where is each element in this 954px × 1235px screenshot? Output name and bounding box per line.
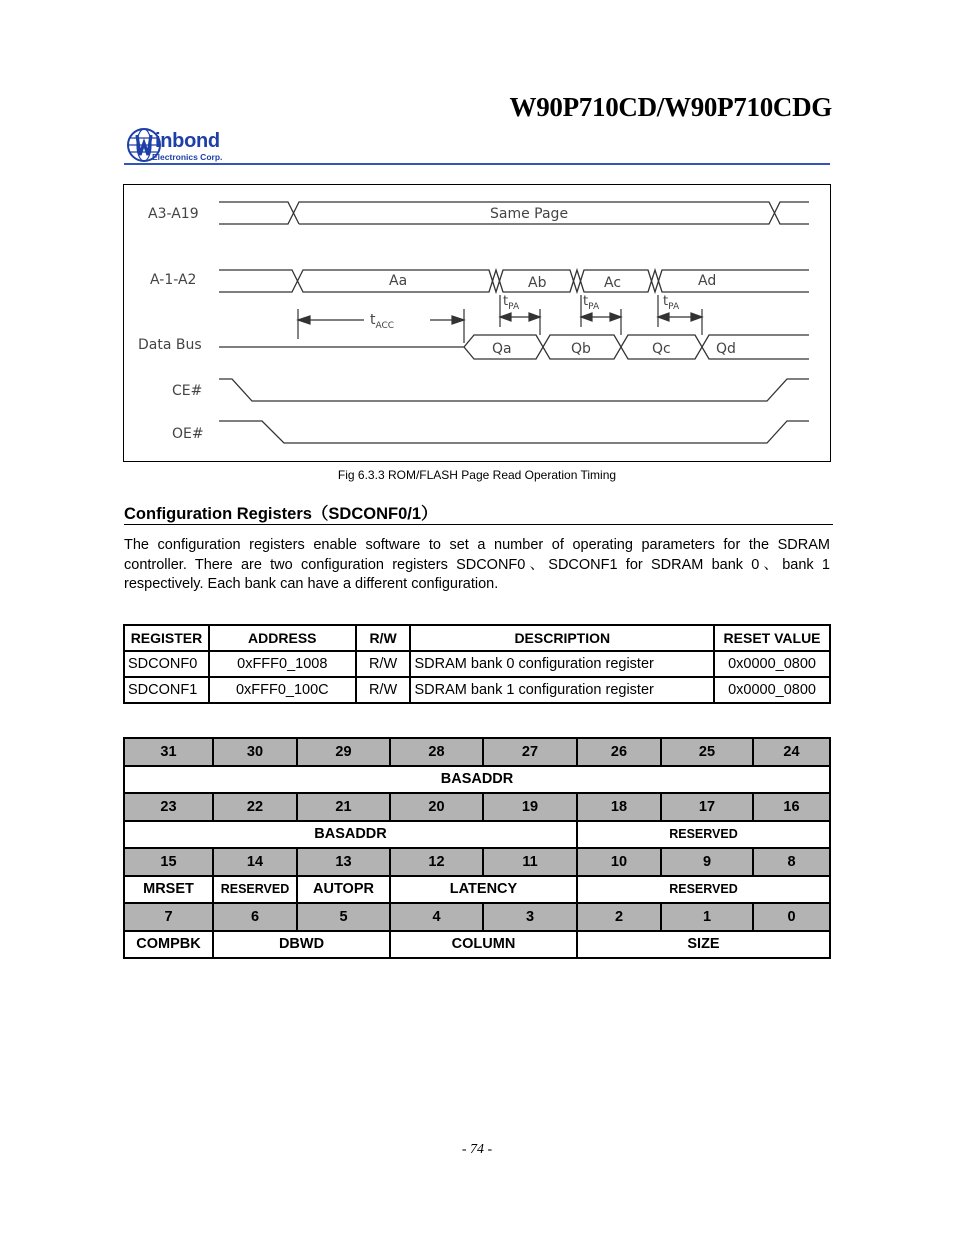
bit-number: 3 xyxy=(483,903,577,931)
field-reserved: RESERVED xyxy=(577,821,830,849)
bit-number: 24 xyxy=(753,738,830,766)
same-page-label: Same Page xyxy=(490,206,569,222)
timing-diagram-svg xyxy=(124,185,830,461)
data-label-qb: Qb xyxy=(571,341,591,357)
field-autopr: AUTOPR xyxy=(297,876,390,904)
bit-number: 16 xyxy=(753,793,830,821)
address-label-ad: Ad xyxy=(698,273,717,289)
field-latency: LATENCY xyxy=(390,876,577,904)
page-number: - 74 - xyxy=(461,1142,493,1157)
bit-number: 28 xyxy=(390,738,483,766)
register-name: SDCONF0 xyxy=(124,651,209,677)
bit-number: 11 xyxy=(483,848,577,876)
bit-number-row xyxy=(124,793,830,821)
bit-number: 25 xyxy=(661,738,753,766)
column-header: R/W xyxy=(356,625,411,651)
address-label-ac: Ac xyxy=(604,275,622,291)
register-description: SDRAM bank 1 configuration register xyxy=(410,677,714,703)
bit-number: 7 xyxy=(124,903,213,931)
field-basaddr: BASADDR xyxy=(124,821,577,849)
bit-number-row xyxy=(124,738,830,766)
oe-waveform xyxy=(219,421,809,443)
bit-number: 22 xyxy=(213,793,297,821)
bit-number: 31 xyxy=(124,738,213,766)
register-address: 0xFFF0_1008 xyxy=(209,651,356,677)
bit-number: 19 xyxy=(483,793,577,821)
section-title: Configuration Registers（SDCONF0/1） xyxy=(124,505,438,523)
bit-field-row xyxy=(124,821,830,849)
bit-number: 4 xyxy=(390,903,483,931)
bit-number: 14 xyxy=(213,848,297,876)
bit-number: 20 xyxy=(390,793,483,821)
bit-number: 30 xyxy=(213,738,297,766)
a1-a2-waveform xyxy=(219,270,809,292)
field-mrset: MRSET xyxy=(124,876,213,904)
column-header: RESET VALUE xyxy=(714,625,830,651)
signal-label-a1-a2: A-1-A2 xyxy=(150,272,197,288)
column-header: DESCRIPTION xyxy=(410,625,714,651)
bit-number: 2 xyxy=(577,903,661,931)
bit-field-row xyxy=(124,876,830,904)
field-column: COLUMN xyxy=(390,931,577,959)
header-rule xyxy=(124,163,830,165)
signal-label-a3-a19: A3-A19 xyxy=(148,206,199,222)
bit-number: 13 xyxy=(297,848,390,876)
bit-number: 27 xyxy=(483,738,577,766)
bit-number: 10 xyxy=(577,848,661,876)
bit-field-row xyxy=(124,931,830,959)
register-reset-value: 0x0000_0800 xyxy=(714,677,830,703)
bit-number: 17 xyxy=(661,793,753,821)
table-row xyxy=(124,651,830,677)
ce-waveform xyxy=(219,379,809,401)
bit-number: 5 xyxy=(297,903,390,931)
signal-label-data-bus: Data Bus xyxy=(138,337,202,353)
table-row xyxy=(124,677,830,703)
bit-number: 0 xyxy=(753,903,830,931)
tpa-label-2: $t_{PA}$ xyxy=(583,294,600,312)
bit-field-row xyxy=(124,766,830,794)
register-rw: R/W xyxy=(356,677,411,703)
tacc-label: $t_{ACC}$ xyxy=(370,312,395,331)
register-table-header xyxy=(124,625,830,651)
bit-number: 26 xyxy=(577,738,661,766)
bit-number-row xyxy=(124,848,830,876)
logo-brand-text: inbond xyxy=(155,130,220,152)
address-label-aa: Aa xyxy=(389,273,408,289)
field-reserved: RESERVED xyxy=(577,876,830,904)
bit-number: 15 xyxy=(124,848,213,876)
data-label-qc: Qc xyxy=(652,341,671,357)
intro-paragraph: The configuration registers enable software to set a number of operating parameters for the SDRAM controller. There are two configuration registers SDCONF0、SDCONF1 for SDRAM bank 0、bank 1 respectively. Each bank can have a different configuration. xyxy=(124,537,830,592)
register-table xyxy=(123,624,831,704)
bit-number-row xyxy=(124,903,830,931)
timing-diagram xyxy=(123,184,831,462)
column-header: REGISTER xyxy=(124,625,209,651)
register-address: 0xFFF0_100C xyxy=(209,677,356,703)
bit-number: 9 xyxy=(661,848,753,876)
field-size: SIZE xyxy=(577,931,830,959)
tpa-label-3: $t_{PA}$ xyxy=(663,294,680,312)
field-basaddr: BASADDR xyxy=(124,766,830,794)
register-name: SDCONF1 xyxy=(124,677,209,703)
logo-subtitle: Electronics Corp. xyxy=(152,152,223,162)
bit-number: 8 xyxy=(753,848,830,876)
bit-number: 21 xyxy=(297,793,390,821)
field-reserved: RESERVED xyxy=(213,876,297,904)
column-header: ADDRESS xyxy=(209,625,356,651)
data-label-qa: Qa xyxy=(492,341,512,357)
register-reset-value: 0x0000_0800 xyxy=(714,651,830,677)
field-compbk: COMPBK xyxy=(124,931,213,959)
address-label-ab: Ab xyxy=(528,275,547,291)
bit-number: 23 xyxy=(124,793,213,821)
document-title: W90P710CD/W90P710CDG xyxy=(509,92,832,122)
register-description: SDRAM bank 0 configuration register xyxy=(410,651,714,677)
bit-number: 12 xyxy=(390,848,483,876)
signal-label-ce: CE# xyxy=(172,383,203,399)
section-rule xyxy=(124,524,833,525)
field-dbwd: DBWD xyxy=(213,931,390,959)
tpa-markers xyxy=(500,295,702,335)
winbond-logo xyxy=(126,125,251,165)
figure-caption: Fig 6.3.3 ROM/FLASH Page Read Operation Timing xyxy=(337,468,617,482)
bit-number: 29 xyxy=(297,738,390,766)
bit-number: 1 xyxy=(661,903,753,931)
bit-field-table xyxy=(123,737,831,959)
signal-label-oe: OE# xyxy=(172,426,204,442)
data-label-qd: Qd xyxy=(716,341,736,357)
tpa-label-1: $t_{PA}$ xyxy=(503,294,520,312)
register-rw: R/W xyxy=(356,651,411,677)
bit-number: 6 xyxy=(213,903,297,931)
bit-number: 18 xyxy=(577,793,661,821)
